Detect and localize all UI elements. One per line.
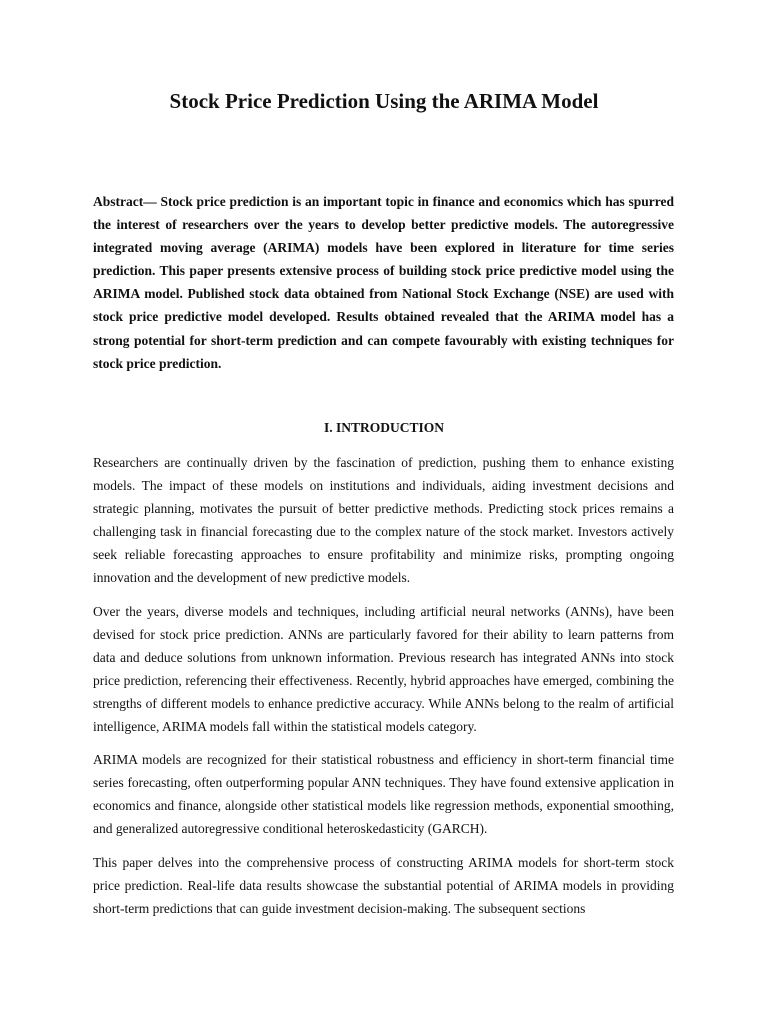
introduction-body bbox=[93, 451, 674, 951]
paragraph-2: Over the years, diverse models and techniques, including artificial neural networks (ANNs), have been devised for stock price prediction. ANNs are particularly favored for their ability to learn patterns from data and deduce solutions from unknown information. Previous research has integrated ANNs into stock price prediction, referencing their effectiveness. Recently, hybrid approaches have emerged, combining the strengths of different models to enhance predictive accuracy. While ANNs belong to the realm of artificial intelligence, ARIMA models fall within the statistical models category. bbox=[93, 603, 674, 735]
paper-title: Stock Price Prediction Using the ARIMA Model bbox=[169, 89, 599, 113]
paragraph-4: This paper delves into the comprehensive process of constructing ARIMA models for short-term stock price prediction. Real-life data results showcase the substantial potential of ARIMA models in providing short-term predictions that can guide investment decision-making. The subsequent sections bbox=[93, 854, 674, 916]
paragraph-3: ARIMA models are recognized for their statistical robustness and efficiency in short-term financial time series forecasting, often outperforming popular ANN techniques. They have found extensive application in economics and finance, alongside other statistical models like regression methods, exponential smoothing, and generalized autoregressive conditional heteroskedasticity (GARCH). bbox=[93, 752, 674, 837]
paragraph-1: Researchers are continually driven by the fascination of prediction, pushing them to enhance existing models. The impact of these models on institutions and individuals, aiding investment decisions and strategic planning, motivates the pursuit of better predictive methods. Predicting stock prices remains a challenging task in financial forecasting due to the complex nature of the stock market. Investors actively seek reliable forecasting approaches to ensure profitability and minimize risks, prompting ongoing innovation and the development of new predictive models. bbox=[93, 455, 674, 586]
section-heading-introduction: I. INTRODUCTION bbox=[323, 420, 445, 435]
abstract-text: Abstract— Stock price prediction is an important topic in finance and economics which has spurred the interest of researchers over the years to develop better predictive models. The autoregressive integrated moving average (ARIMA) models have been explored in literature for time series prediction. This paper presents extensive process of building stock price predictive model using the ARIMA model. Published stock data obtained from National Stock Exchange (NSE) are used with stock price predictive model developed. Results obtained revealed that the ARIMA model has a strong potential for short-term prediction and can compete favourably with existing techniques for stock price prediction. bbox=[93, 194, 674, 371]
